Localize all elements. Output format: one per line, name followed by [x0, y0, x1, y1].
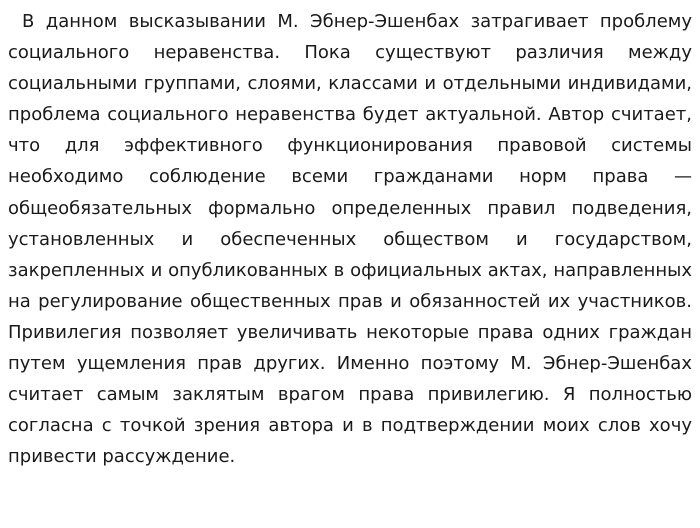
- essay-paragraph: В данном высказывании М. Эбнер-Эшенбах затрагивает проблему социального неравенства. Пока существуют различия между социальными группами, слоями, классами и отдельными индивидами, проблема социального неравенства будет актуальной. Автор считает, что для эффективного функционирования правовой системы необходимо соблюдение всеми гражданами норм права — общеобязательных формально определенных правил подведения, установленных и обеспеченных обществом и государством, закрепленных и опубликованных в официальных актах, направленных на регулирование общественных прав и обязанностей их участников. Привилегия позволяет увеличивать некоторые права одних граждан путем ущемления прав других. Именно поэтому М. Эбнер-Эшенбах считает самым заклятым врагом права привилегию. Я полностью согласна с точкой зрения автора и в подтверждении моих слов хочу привести рассуждение.: [8, 11, 692, 468]
